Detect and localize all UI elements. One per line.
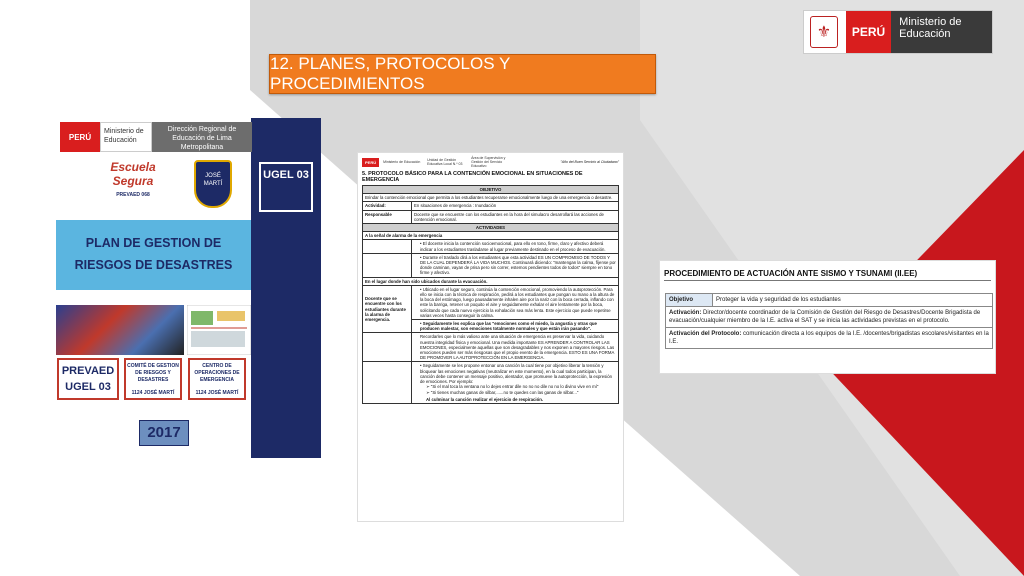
bullet-2: • Durante el traslado dirá a los estudiantes que esta actividad ES UN COMPROMISO DE TODOS Y DE LA CUAL DEPENDERÁ LA VIDA MUCHOS. Continuará diciendo: "mantengan la calma, fíjense por donde caminan, vayan de prisa pero sin correr, estemos pendientes todos de todos" siempre en tono firme y afectivo. [412, 253, 619, 277]
paragraph-1: Recordarles que lo más valioso ante una situación de emergencia es preservar la vida, cuidando nuestra integridad física y emocional. Una medida importante ES APRENDER A CONTROLAR LAS EMOCIONES, especialmente aquellas que son desagradables y nos exponen a mayores riesgos. Las emociones pueden ser más riesgosas que el propio evento de la emergencia. ESTO ES UNA FORMA DE PROMOVER LA AUTOPROTECCIÓN EN LA EMERGENCIA. [412, 333, 619, 362]
protocol-ministry: Ministerio de Educación [383, 160, 421, 164]
subsection-evacuation: En el lugar donde han sido ubicados durante la evacuación. [363, 277, 619, 285]
ministry-label: Ministerio de Educación [891, 11, 992, 53]
centro-box [188, 358, 246, 400]
bullet-3: • Ubicado en el lugar seguro, continúa la contención emocional, promoviendo la autoprotección. Para ello se inicia con la técnica de respiración, pedirá a los estudiantes que pongan su mano a la altura de la boca del estómago, luego pausadamente inhalen aire por la nariz con la boca cerrada, inflando con este la barriga, retener un poquito el aire y seguidamente exhalar el aire lentamente por la boca, solicitando que cada nuevo ejercicio la exhalación sea más lenta. Este ejercicio que puede repetirse varias veces hasta conseguir la calma. [412, 285, 619, 319]
ministry-logo [803, 10, 993, 54]
actividades-head: ACTIVIDADES [363, 224, 619, 232]
cover-year: 2017 [139, 420, 189, 446]
tsunami-title: PROCEDIMIENTO DE ACTUACIÓN ANTE SISMO Y TSUNAMI (II.EE) [664, 269, 991, 281]
bullet-5-text: Seguidamente se les propone entonar una canción la cual tiene por objetivo liberar la tensión y bloquear las emociones negativas (neutralizar en este momento), en la cual todos participan, la canción debe contener un mensaje positivo, alentador, que promueve la autoprotección, la expresión de emociones. Por ejemplo: [420, 363, 613, 385]
bullet-1-text: El docente inicia la contención socioemocional, para ello en tono, firme, claro y afectivo deberá indicar a los estudiantes trasladarse al lugar previamente destinado en el proceso de evacuación. [420, 241, 606, 252]
comite-sub: 1124 JOSÉ MARTÍ [131, 390, 175, 396]
school-crest: JOSÉ MARTÍ [194, 160, 232, 208]
closing-text: Al culminar la canción realizar el ejercicio de respiración. [426, 396, 544, 402]
plan-title-line1: PLAN DE GESTION DE [85, 236, 222, 250]
tsunami-activacion-row [666, 307, 993, 328]
bullet-5: • Seguidamente se les propone entonar una canción la cual tiene por objetivo liberar la tensión y bloquear las emociones negativas (neutralizar en este momento), en la cual todos participan, la canción debe contener un mensaje positivo, alentador, que promueve la autoprotección, la expresión de emociones. Por ejemplo: ➢ "Si el mal toca la ventana no lo dejes entrar dile no no no dile no no lo divino vive en mí" ➢ "Si tienes muchas ganas de silbar,......no te quedes con las ganas de silbar..." Al culminar la canción realizar el ejercicio de respiración. [412, 362, 619, 403]
bullet-2-text: Durante el traslado dirá a los estudiantes que esta actividad ES UN COMPROMISO DE TODOS Y DE LA CUAL DEPENDERÁ LA VIDA MUCHOS. Continuará diciendo: "mantengan la calma, fíjense por donde caminan, vayan de prisa pero sin correr, estemos pendientes todos de todos" siempre en tono firme y afectivo. [420, 254, 616, 276]
song-1: ➢ "Si el mal toca la ventana no lo dejes entrar dile no no no dile no no lo divino vive en mí" [426, 384, 599, 390]
national-seal-icon: ⚜ [810, 16, 838, 48]
escuela-logo-text: Escuela Segura [110, 160, 156, 188]
centro-label: CENTRO DE OPERACIONES DE EMERGENCIA [194, 363, 240, 383]
protocol-header [362, 155, 619, 169]
tsunami-activacion-label: Activación: [669, 310, 702, 316]
protocol-unit: Unidad de Gestión Educativa Local N.º 03 [427, 158, 463, 166]
escuela-logo-sub: PREVAED 068 [116, 192, 150, 198]
comite-label: COMITÉ DE GESTION DE RIESGOS Y DESASTRES [127, 363, 179, 383]
objetivo-head: OBJETIVO [363, 186, 619, 194]
centro-sub: 1124 JOSÉ MARTÍ [195, 390, 239, 396]
subsection-alarm: A la señal de alarma de la emergencia [363, 232, 619, 240]
protocol-document [357, 152, 624, 522]
tsunami-procedure [659, 260, 996, 374]
cover-photo-students [56, 305, 184, 355]
protocol-area: Área de Supervisión y Gestión del Servicio Educativo [471, 156, 506, 168]
slide-title: 12. PLANES, PROTOCOLOS Y PROCEDIMIENTOS [269, 54, 656, 94]
responsable-label: Responsable [363, 210, 412, 223]
cover-map-diagram [187, 305, 251, 355]
tsunami-protocolo-label: Activación del Protocolo: [669, 331, 742, 337]
cover-ugel-badge: UGEL 03 [259, 162, 313, 212]
tsunami-table [665, 293, 993, 349]
prevaed-line2: UGEL 03 [65, 381, 111, 393]
tsunami-protocolo-row [666, 328, 993, 349]
actividad-text: En situaciones de emergencia : Inundación [412, 202, 619, 210]
bullet-1: • El docente inicia la contención socioemocional, para ello en tono, firme, claro y afectivo deberá indicar a los estudiantes trasladarse al lugar previamente destinado en el proceso de evacuación. [412, 240, 619, 253]
plan-title-line2: RIESGOS DE DESASTRES [74, 258, 233, 272]
tsunami-activacion-text: Director/docente coordinador de la Comisión de Gestión del Riesgo de Desastres/Docente Brigadista de evacuación/cualquier miembro de la I.E. activa el SAT y se inicia las actividades previstas en el protocolo. [669, 310, 981, 324]
prevaed-box [57, 358, 119, 400]
tsunami-protocolo-text: comunicación directa a los equipos de la I.E. /docentes/brigadistas escolares/visitantes en la I.E. [669, 331, 989, 345]
docente-label: Docente que se encuentre con los estudiantes durante la alarma de emergencia. [363, 285, 412, 333]
bullet-4-text: Seguidamente les explica que las "emociones como el miedo, la angustia y otras que producen malestar, son emociones totalmente normales y que están irán pasando". [420, 321, 597, 332]
protocol-motto: "Año del Buen Servicio al Ciudadano" [560, 160, 619, 164]
song-2: ➢ "Si tienes muchas ganas de silbar,......no te quedes con las ganas de silbar..." [426, 389, 579, 395]
peru-label: PERÚ [846, 11, 891, 53]
protocol-table [362, 185, 619, 404]
song-2-text: "Si tienes muchas ganas de silbar,......no te quedes con las ganas de silbar..." [430, 389, 579, 395]
actividad-label: Actividad: [363, 202, 412, 210]
cover-header [60, 122, 252, 152]
song-1-text: "Si el mal toca la ventana no lo dejes entrar dile no no no dile no no lo divino vive en mí" [430, 384, 599, 390]
responsable-text: Docente que se encuentre con los estudiantes en la hora del simulacro desarrollará las acciones de contención emocional. [412, 210, 619, 223]
plan-title-band [56, 220, 251, 290]
escuela-segura-logo [98, 160, 168, 210]
bullet-4: • Seguidamente les explica que las "emociones como el miedo, la angustia y otras que producen malestar, son emociones totalmente normales y que están irán pasando". [412, 320, 619, 333]
objetivo-text: Brindar la contención emocional que permita a los estudiantes recuperarse emocionalmente luego de una emergencia o desastre. [363, 194, 619, 202]
comite-box [124, 358, 182, 400]
bullet-3-text: Ubicado en el lugar seguro, continúa la contención emocional, promoviendo la autoprotección. Para ello se inicia con la técnica de respiración, pedirá a los estudiantes que pongan su mano a la altura de la boca del estómago, luego pausadamente inhalen aire por la nariz con la boca cerrada, inflando con este la barriga, retener un poquito el aire y seguidamente exhalar el aire lentamente por la boca, solicitando que cada nuevo ejercicio la exhalación sea más lenta. Este ejercicio que puede repetirse varias veces hasta conseguir la calma. [420, 286, 615, 318]
cover-peru: PERÚ [60, 122, 100, 152]
cover-ministry: Ministerio de Educación [100, 122, 152, 152]
protocol-title: 5. PROTOCOLO BÁSICO PARA LA CONTENCIÓN EMOCIONAL EN SITUACIONES DE EMERGENCIA [362, 171, 583, 183]
prevaed-line1: PREVAED [61, 365, 115, 377]
cover-dre: Dirección Regional de Educación de Lima Metropolitana [152, 122, 252, 152]
protocol-peru: PERÚ [362, 158, 379, 167]
tsunami-objetivo-label: Objetivo [666, 294, 713, 307]
tsunami-objetivo-text: Proteger la vida y seguridad de los estudiantes [713, 294, 993, 307]
